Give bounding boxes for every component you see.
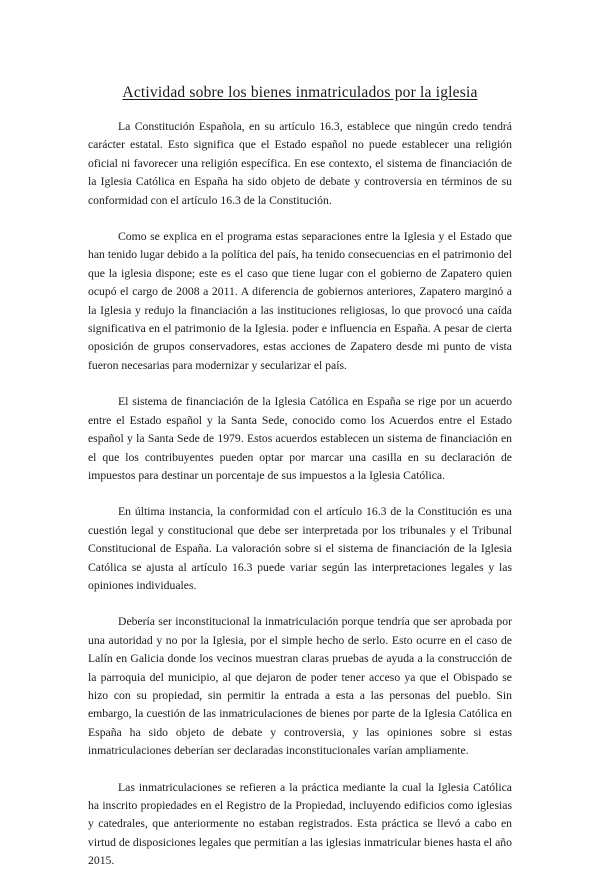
paragraph-3: El sistema de financiación de la Iglesia Católica en España se rige por un acuerdo entre el Estado español y la Santa Sede, conocido como los Acuerdos entre el Estado español y la Santa Sede de 1979. Estos acuerdos establecen un sistema de financiación en el que los contribuyentes pueden optar por marcar una casilla en su declaración de impuestos para destinar un porcentaje de sus impuestos a la Iglesia Católica. <box>88 395 512 482</box>
paragraph-1: La Constitución Española, en su artículo 16.3, establece que ningún credo tendrá carácter estatal. Esto significa que el Estado español no puede establecer una religión oficial ni favorecer una religión específica. En ese contexto, el sistema de financiación de la Iglesia Católica en España ha sido objeto de debate y controversia en términos de su conformidad con el artículo 16.3 de la Constitución. <box>88 120 512 207</box>
document-body <box>88 118 512 889</box>
paragraph-5: Debería ser inconstitucional la inmatriculación porque tendría que ser aprobada por una autoridad y no por la Iglesia, por el simple hecho de serlo. Esto ocurre en el caso de Lalín en Galicia donde los vecinos muestran claras pruebas de ayuda a la construcción de la parroquia del municipio, al que dejaron de poder tener acceso ya que el Obispado se hizo con su propiedad, sin permitir la entrada a esta a las personas del pueblo. Sin embargo, la cuestión de las inmatriculaciones de bienes por parte de la Iglesia Católica en España ha sido objeto de debate y controversia, y las opiniones sobre si estas inmatriculaciones deberían ser declaradas inconstitucionales varían ampliamente. <box>88 615 512 758</box>
document-title: Actividad sobre los bienes inmatriculados por la iglesia <box>122 84 478 101</box>
paragraph-6: Las inmatriculaciones se refieren a la práctica mediante la cual la Iglesia Católica ha inscrito propiedades en el Registro de la Propiedad, incluyendo edificios como iglesias y catedrales, que anteriormente no estaban registrados. Esta práctica se llevó a cabo en virtud de disposiciones legales que permitían a las iglesias inmatricular bienes hasta el año 2015. <box>88 780 512 868</box>
paragraph-2: Como se explica en el programa estas separaciones entre la Iglesia y el Estado que han tenido lugar debido a la política del país, ha tenido consecuencias en el patrimonio del que la iglesia dispone; este es el caso que tiene lugar con el gobierno de Zapatero quien ocupó el cargo de 2008 a 2011. A diferencia de gobiernos anteriores, Zapatero marginó a la Iglesia y redujo la financiación a las instituciones religiosas, lo que provocó una caída significativa en el patrimonio de la Iglesia. poder e influencia en España. A pesar de cierta oposición de grupos conservadores, estas acciones de Zapatero desde mi punto de vista fueron necesarias para modernizar y secularizar el país. <box>88 230 512 372</box>
paragraph-4: En última instancia, la conformidad con el artículo 16.3 de la Constitución es una cuestión legal y constitucional que debe ser interpretada por los tribunales y el Tribunal Constitucional de España. La valoración sobre si el sistema de financiación de la Iglesia Católica se ajusta al artículo 16.3 puede variar según las interpretaciones legales y las opiniones individuales. <box>88 505 512 592</box>
